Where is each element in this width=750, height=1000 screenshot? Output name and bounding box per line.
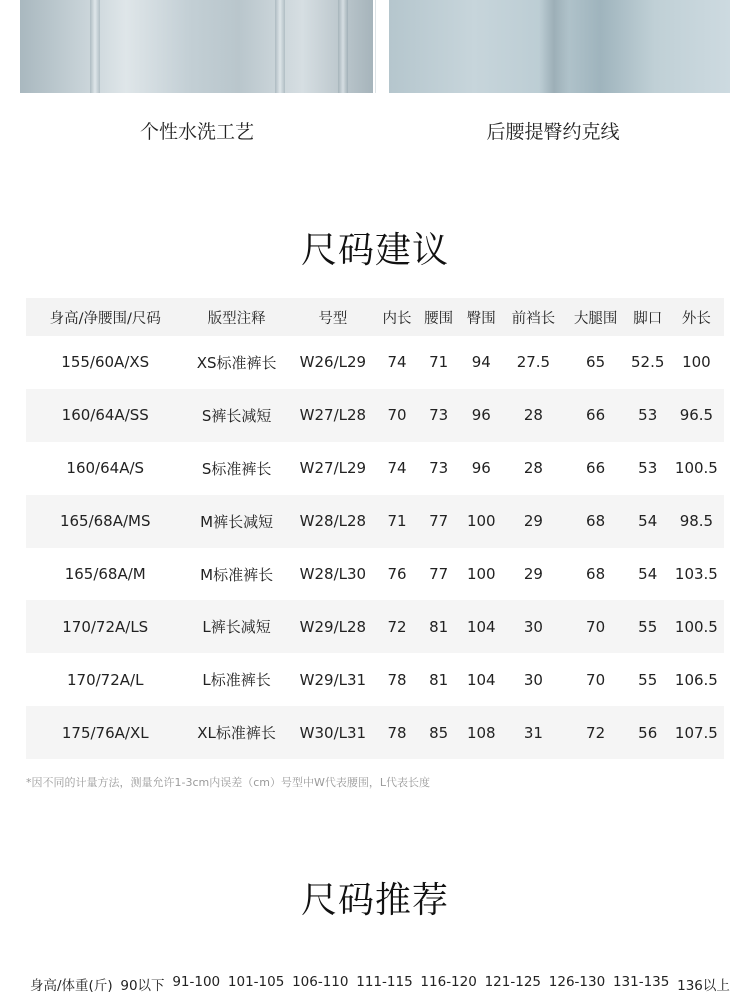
- column-header: 大腿围: [565, 298, 627, 336]
- table-row: [26, 442, 724, 495]
- table-row: [26, 336, 724, 389]
- table-cell: S裤长减短: [184, 389, 288, 442]
- table-cell: M裤长减短: [184, 495, 288, 548]
- size-recommend-title: 尺码推荐: [300, 880, 449, 921]
- size-table: [26, 298, 724, 759]
- recommend-header-cell: 90以下: [120, 978, 165, 994]
- table-cell: W29/L31: [299, 670, 367, 689]
- table-cell: 106.5: [674, 670, 718, 689]
- recommend-header-cell: 136以上: [677, 978, 730, 994]
- column-header: 前裆长: [502, 298, 564, 336]
- table-cell: 160/64A/SS: [26, 389, 184, 442]
- photo-yoke-detail: [389, 0, 730, 93]
- table-cell: 78: [377, 706, 417, 759]
- column-header: 外长: [669, 298, 724, 336]
- recommend-table-header: [30, 974, 730, 994]
- recommend-header-cell: 116-120: [420, 974, 477, 990]
- table-cell: 96: [460, 389, 502, 442]
- table-cell: 85: [417, 706, 460, 759]
- recommend-header-cell: 身高/体重(斤): [30, 978, 113, 994]
- table-cell: XS标准裤长: [196, 353, 277, 372]
- table-cell: W27/L28: [289, 389, 377, 442]
- column-header: 内长: [377, 298, 417, 336]
- table-cell: 76: [387, 565, 407, 583]
- table-cell: 100.5: [674, 459, 718, 478]
- table-cell: W29/L28: [289, 600, 377, 653]
- table-cell: 74: [387, 353, 407, 372]
- table-cell: 100: [682, 353, 711, 372]
- table-cell: 73: [417, 389, 460, 442]
- table-cell: 55: [627, 600, 669, 653]
- size-table-header: [26, 298, 724, 336]
- table-cell: W30/L31: [289, 706, 377, 759]
- table-cell: 77: [417, 495, 460, 548]
- table-cell: 70: [586, 670, 606, 689]
- table-cell: 170/72A/LS: [26, 600, 184, 653]
- column-header: 版型注释: [184, 298, 288, 336]
- column-header: 脚口: [627, 298, 669, 336]
- column-header: 身高/净腰围/尺码: [26, 298, 184, 336]
- table-cell: 66: [565, 389, 627, 442]
- recommend-header-cell: 101-105: [227, 974, 285, 990]
- table-cell: 155/60A/XS: [61, 353, 150, 372]
- table-cell: 70: [565, 600, 627, 653]
- table-cell: 103.5: [674, 565, 718, 583]
- table-cell: M标准裤长: [200, 565, 274, 584]
- table-cell: 28: [523, 459, 543, 478]
- table-cell: L裤长减短: [184, 600, 288, 653]
- table-row: [26, 653, 724, 706]
- table-row: [26, 600, 724, 653]
- table-cell: 96: [471, 459, 491, 478]
- table-cell: 70: [377, 389, 417, 442]
- table-row: [26, 548, 724, 601]
- table-cell: 68: [565, 495, 627, 548]
- recommend-header-cell: 106-110: [292, 974, 349, 990]
- table-cell: 54: [638, 565, 658, 583]
- table-cell: 72: [565, 706, 627, 759]
- caption-yoke: 后腰提臀约克线: [486, 121, 620, 143]
- table-cell: 81: [429, 670, 449, 689]
- column-header: 臀围: [460, 298, 502, 336]
- recommend-header-cell: 126-130: [548, 974, 606, 990]
- table-cell: 56: [627, 706, 669, 759]
- table-cell: 53: [638, 459, 658, 478]
- table-cell: 81: [417, 600, 460, 653]
- product-photos: [0, 0, 750, 93]
- table-cell: 53: [627, 389, 669, 442]
- recommend-header-cell: 121-125: [484, 974, 541, 990]
- table-cell: 170/72A/L: [67, 670, 144, 689]
- table-cell: 66: [586, 459, 606, 478]
- recommend-header-cell: 131-135: [612, 974, 670, 990]
- table-cell: 30: [502, 600, 564, 653]
- caption-wash: 个性水洗工艺: [139, 121, 254, 143]
- table-cell: 100: [466, 565, 496, 583]
- table-cell: 96.5: [669, 389, 724, 442]
- size-suggestion-title: 尺码建议: [300, 230, 449, 271]
- table-cell: 71: [429, 353, 449, 372]
- recommend-header-cell: 111-115: [356, 974, 413, 990]
- table-cell: L标准裤长: [202, 671, 271, 690]
- table-cell: 94: [471, 353, 491, 372]
- table-cell: 31: [502, 706, 564, 759]
- table-cell: S标准裤长: [201, 459, 272, 478]
- table-cell: W28/L30: [299, 565, 367, 583]
- table-cell: 52.5: [631, 353, 665, 372]
- table-cell: W27/L29: [299, 459, 367, 478]
- column-header: 腰围: [417, 298, 460, 336]
- table-cell: 108: [460, 706, 502, 759]
- table-cell: 98.5: [669, 495, 724, 548]
- column-header: 号型: [289, 298, 377, 336]
- recommend-header-cell: 91-100: [172, 974, 221, 990]
- table-cell: 104: [466, 670, 496, 689]
- table-cell: 100.5: [669, 600, 724, 653]
- table-cell: 27.5: [516, 353, 551, 372]
- table-cell: 68: [586, 565, 606, 583]
- table-cell: 71: [377, 495, 417, 548]
- table-cell: 165/68A/MS: [26, 495, 184, 548]
- photo-wash-detail: [20, 0, 373, 93]
- table-cell: 165/68A/M: [64, 565, 146, 583]
- table-cell: 54: [627, 495, 669, 548]
- table-cell: 104: [460, 600, 502, 653]
- table-cell: W26/L29: [299, 353, 367, 372]
- table-cell: 77: [429, 565, 449, 583]
- table-cell: 29: [502, 495, 564, 548]
- table-cell: 175/76A/XL: [26, 706, 184, 759]
- table-cell: 55: [638, 670, 658, 689]
- table-cell: 65: [586, 353, 606, 372]
- table-row: [26, 495, 724, 548]
- table-cell: W28/L28: [289, 495, 377, 548]
- table-cell: 74: [387, 459, 407, 478]
- table-cell: 107.5: [669, 706, 724, 759]
- table-cell: 78: [387, 670, 407, 689]
- table-row: [26, 389, 724, 442]
- table-cell: 30: [523, 670, 543, 689]
- table-cell: 72: [377, 600, 417, 653]
- table-row: [26, 706, 724, 759]
- table-cell: 73: [429, 459, 449, 478]
- measurement-note: *因不同的计量方法，测量允许1-3cm内误差（cm）号型中W代表腰围，L代表长度: [26, 776, 430, 789]
- table-cell: 28: [502, 389, 564, 442]
- table-cell: XL标准裤长: [184, 706, 288, 759]
- table-cell: 160/64A/S: [66, 459, 145, 478]
- table-cell: 100: [460, 495, 502, 548]
- table-cell: 29: [523, 565, 543, 583]
